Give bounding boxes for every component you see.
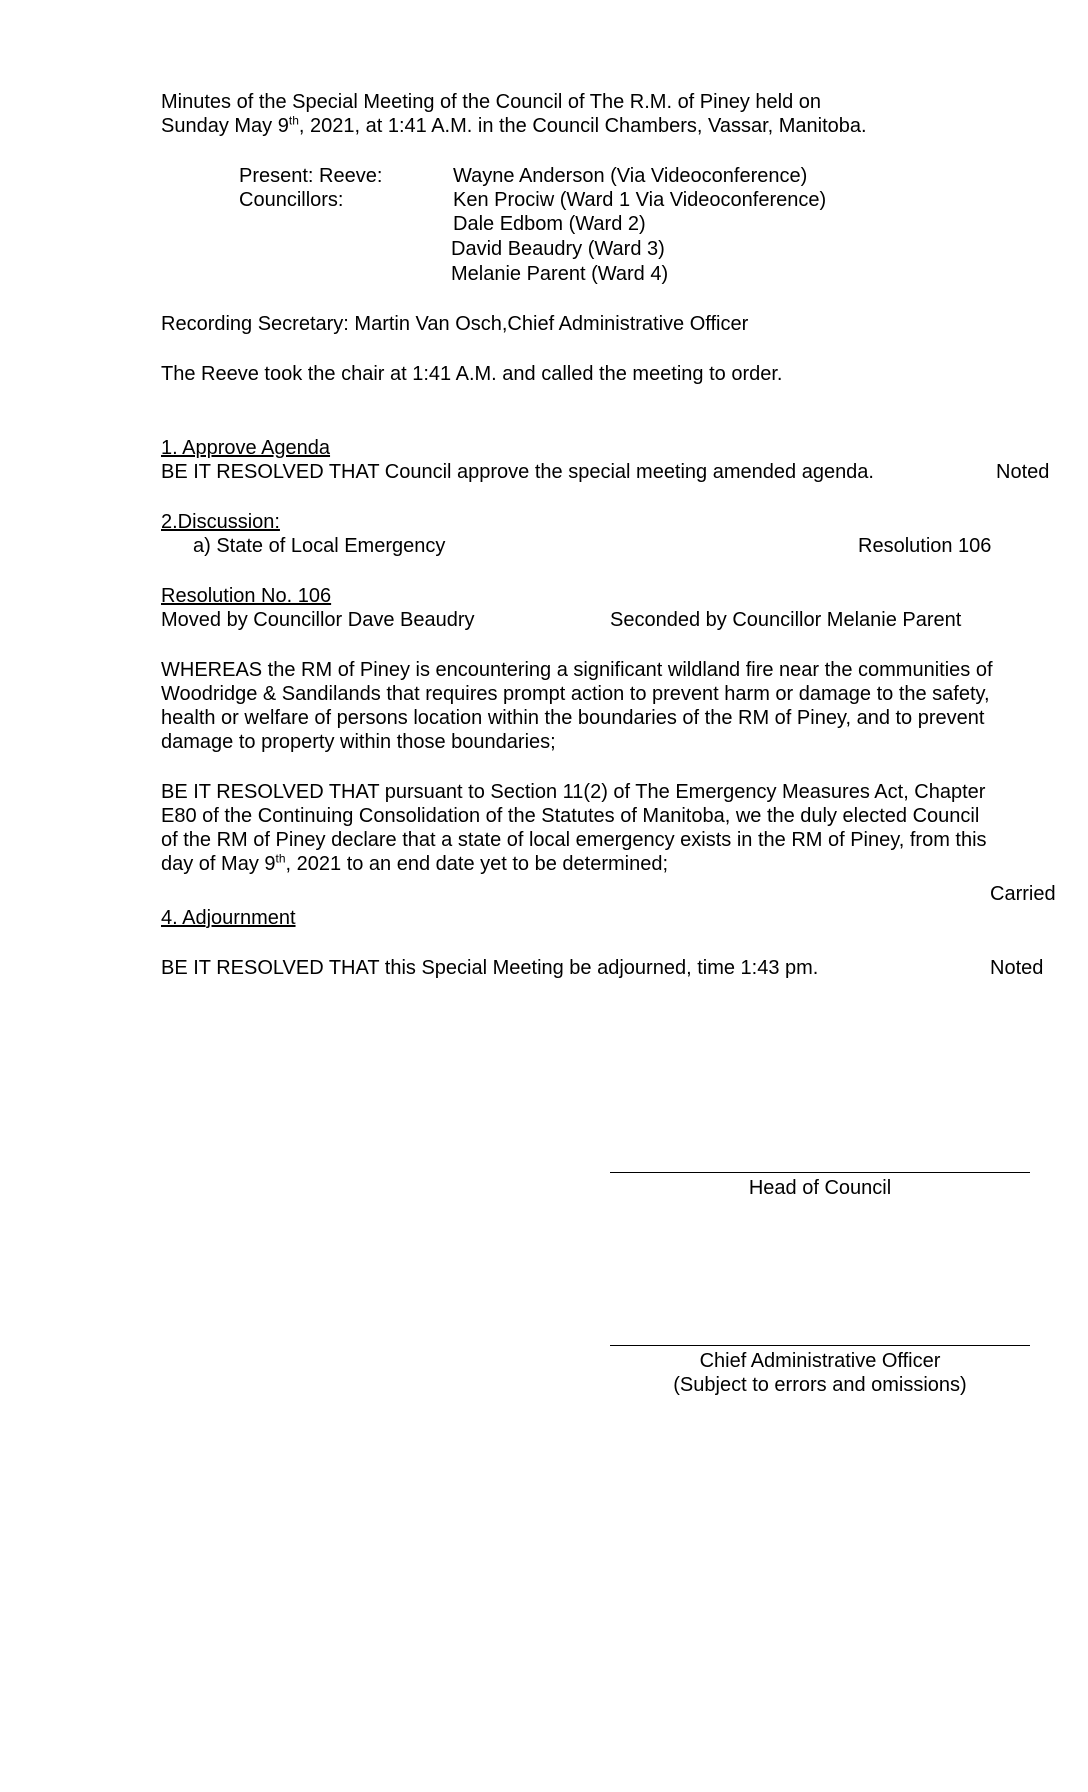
resolution-status: Carried [990,883,1056,905]
resolved-line-last [161,852,668,876]
agenda-heading: 1. Approve Agenda [161,437,331,459]
attendee-name: Wayne Anderson (Via Videoconference) [453,165,808,187]
councillors-label: Councillors: [239,189,344,211]
header-date-prefix: Sunday May 9 [161,115,289,137]
head-of-council-label: Head of Council [748,1177,892,1199]
resolution-seconded-by: Seconded by Councillor Melanie Parent [610,609,962,631]
resolution-heading: Resolution No. 106 [161,585,332,607]
resolved-date-sup: th [275,851,286,866]
header-date-suffix-sup: th [288,113,299,128]
resolved-date-rest: , 2021 to an end date yet to be determined; [285,853,669,875]
resolved-line: of the RM of Piney declare that a state of local emergency exists in the RM of Piney, from this [161,829,987,851]
header-date-rest: , 2021, at 1:41 A.M. in the Council Chambers, Vassar, Manitoba. [298,115,867,137]
adjournment-heading: 4. Adjournment [161,907,296,929]
recording-secretary: Recording Secretary: Martin Van Osch,Chief Administrative Officer [161,313,749,335]
attendee-name: David Beaudry (Ward 3) [451,238,665,260]
header-line-2 [161,114,867,138]
present-reeve-label: Present: Reeve: [239,165,383,187]
whereas-line: damage to property within those boundaries; [161,731,556,753]
whereas-line: health or welfare of persons location within the boundaries of the RM of Piney, and to prevent [161,707,985,729]
discussion-resolution-ref: Resolution 106 [858,535,992,557]
discussion-item: a) State of Local Emergency [193,535,446,557]
chair-statement: The Reeve took the chair at 1:41 A.M. and called the meeting to order. [161,363,783,385]
cao-label: Chief Administrative Officer [699,1350,941,1372]
cao-signature-line [610,1345,1030,1346]
resolution-moved-by: Moved by Councillor Dave Beaudry [161,609,475,631]
head-of-council-signature-line [610,1172,1030,1173]
adjournment-text: BE IT RESOLVED THAT this Special Meeting be adjourned, time 1:43 pm. [161,957,819,979]
attendee-name: Dale Edbom (Ward 2) [453,213,646,235]
attendee-name: Ken Prociw (Ward 1 Via Videoconference) [453,189,827,211]
resolved-date-prefix: day of May 9 [161,853,276,875]
header-line-1: Minutes of the Special Meeting of the Council of The R.M. of Piney held on [161,91,821,113]
resolved-line: E80 of the Continuing Consolidation of the Statutes of Manitoba, we the duly elected Council [161,805,980,827]
discussion-heading: 2.Discussion: [161,511,280,533]
whereas-line: WHEREAS the RM of Piney is encountering a significant wildland fire near the communities of [161,659,993,681]
whereas-line: Woodridge & Sandilands that requires prompt action to prevent harm or damage to the safety, [161,683,990,705]
agenda-resolution-text: BE IT RESOLVED THAT Council approve the special meeting amended agenda. [161,461,874,483]
agenda-status: Noted [996,461,1050,483]
adjournment-status: Noted [990,957,1044,979]
attendee-name: Melanie Parent (Ward 4) [451,263,669,285]
resolved-line: BE IT RESOLVED THAT pursuant to Section 11(2) of The Emergency Measures Act, Chapter [161,781,986,803]
errors-omissions-note: (Subject to errors and omissions) [673,1374,967,1396]
